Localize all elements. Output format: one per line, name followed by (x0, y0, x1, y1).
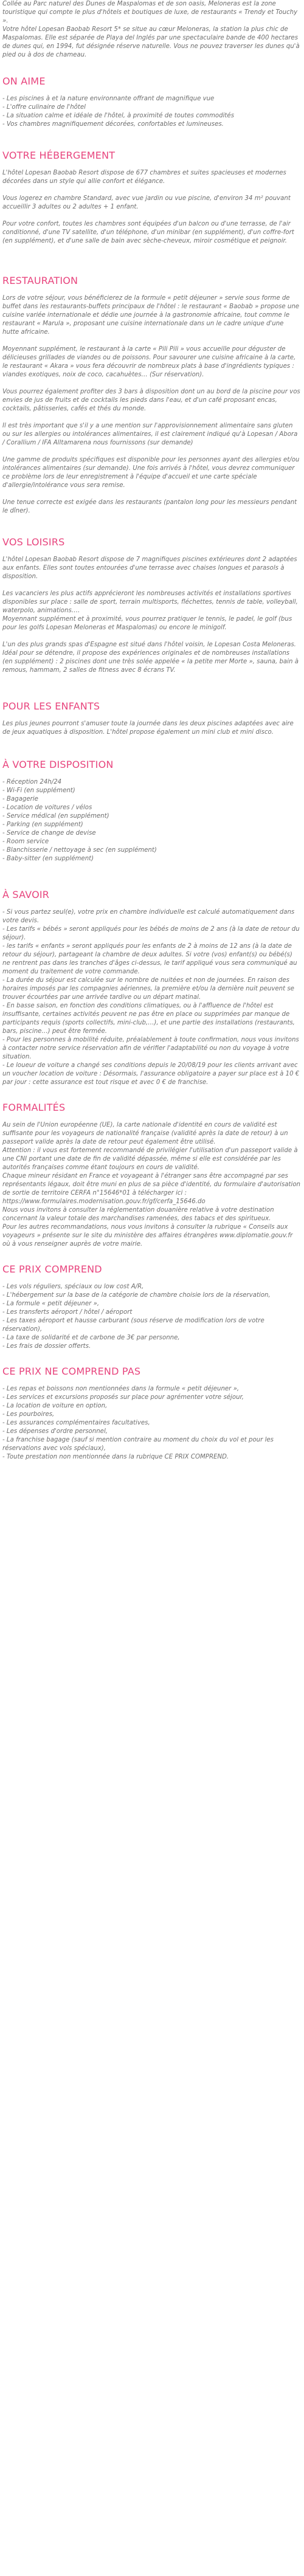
section-title: VOS LOISIRS (2, 536, 65, 548)
list-item: - Les taxes aéroport et hausse carburant (sous réserve de modification lors de votre réservation), (2, 1317, 264, 1333)
paragraph: Pour votre confort, toutes les chambres sont équipées d'un balcon ou d'une terrasse, de l'air conditionné, d'une TV satellite, d'un téléphone, d'un minibar (en supplément), d'un coffre-fort (en supplément), et d'une salle de bain avec sèche-cheveux, miroir cosmétique et peignoir. (2, 221, 294, 244)
paragraph: - Si vous partez seul(e), votre prix en chambre individuelle est calculé automatiquement dans votre devis. (2, 909, 295, 924)
intro-paragraph: Votre hôtel Lopesan Baobab Resort 5* se situe au cœur Meloneras, la station la plus chic de Maspalomas. Elle est séparée de Playa del Inglés par une spectaculaire bande de 400 hectares de dunes qui, en 1994, fut désignée réserve naturelle. Vous ne pouvez traverser les dunes qu'à pied ou à dos de chameau. (2, 26, 300, 58)
section-title: VOTRE HÉBERGEMENT (2, 150, 116, 161)
list-item: - Location de voitures / vélos (2, 804, 92, 811)
list-item: - L'hébergement sur la base de la catégorie de chambre choisie lors de la réservation, (2, 1292, 271, 1299)
paragraph: Chaque mineur résidant en France et voyageant à l'étranger sans être accompagné par ses représentants légaux, doit être muni en plus de sa pièce d'identité, du formulaire d'autorisation de sortie de territoire CERFA n°15646*01 à télécharger ici : (2, 1173, 301, 1196)
section-formalites (2, 1102, 302, 1249)
paragraph: Attention : il vous est fortement recommandé de privilégier l'utilisation d'un passeport valide à une CNI portant une date de fin de validité dépassée, même si elle est considérée par les autorités françaises comme étant toujours en cours de validité. (2, 1147, 298, 1171)
list-item: - Les frais de dossier offerts. (2, 1343, 91, 1350)
list-item: - La franchise bagage (sauf si mention contraire au moment du choix du vol et pour les réservations avec vols spéciaux), (2, 1437, 274, 1452)
paragraph: Les plus jeunes pourront s'amuser toute la journée dans les deux piscines adaptées avec aire de jeux aquatiques à disposition. L'hôtel propose également un mini club et mini disco. (2, 720, 294, 736)
section-title: RESTAURATION (2, 275, 78, 286)
list-item: - Wi-Fi (en supplément) (2, 787, 75, 794)
list-item: - La location de voiture en option, (2, 1403, 108, 1409)
paragraph: Vous logerez en chambre Standard, avec vue jardin ou vue piscine, d'environ 34 m² pouvant accueillir 3 adultes ou 2 adultes + 1 enfant. (2, 195, 291, 210)
paragraph: Pour les autres recommandations, nous vous invitons à consulter la rubrique « Conseils aux voyageurs » présente sur le site du ministère des affaires étrangères www.diplomatie.gouv.fr où à vous renseigner auprès de votre mairie. (2, 1224, 293, 1248)
list-item: - La situation calme et idéale de l'hôtel, à proximité de toutes commodités (2, 112, 234, 119)
section-title: POUR LES ENFANTS (2, 700, 100, 712)
paragraph: L'un des plus grands spas d'Espagne est situé dans l'hôtel voisin, le Lopesan Costa Meloneras. Idéal pour se détendre, il propose des expériences originales et de nombreuses installations (en supplément) : 2 piscines dont une très solée appelée « la petite mer Morte », sauna, bain à remous, hammam, 2 salles de fitness avec 8 écrans TV. (2, 641, 299, 674)
section-loisirs (2, 536, 302, 675)
paragraph: Vous pourrez également profiter des 3 bars à disposition dont un au bord de la piscine pour vos envies de jus de fruits et de cocktails les pieds dans l'eau, et d'un café proposant encas, cocktails, pâtisseries, cafés et thés du monde. (2, 388, 300, 412)
list-item: - Service de change de devise (2, 830, 96, 837)
list-item: - Blanchisserie / nettoyage à sec (en supplément) (2, 847, 157, 854)
section-title: CE PRIX NE COMPREND PAS (2, 1366, 141, 1377)
section-title: FORMALITÉS (2, 1102, 66, 1113)
paragraph: - La durée du séjour est calculée sur le nombre de nuitées et non de journées. En raison des horaires imposés par les compagnies aériennes, la première et/ou la dernière nuit peuvent se trouver écourtées par une arrivée tardive ou un départ matinal. (2, 977, 294, 1001)
paragraph: - En basse saison, en fonction des conditions climatiques, ou à l'affluence de l'hôtel est insuffisante, certaines activités peuvent ne pas être en place ou supprimées par manque de participants requis (sports collectifs, mini-club,…), et une partie des installations (restaurants, bars, piscine…) peut être fermée. (2, 1003, 295, 1035)
paragraph: Une tenue correcte est exigée dans les restaurants (pantalon long pour les messieurs pendant le dîner). (2, 499, 297, 514)
paragraph: - Pour les personnes à mobilité réduite, préalablement à toute confirmation, nous vous invitons à contacter notre service réservation afin de vérifier l'adaptabilité ou non du voyage à votre situation. (2, 1037, 299, 1060)
section-prix-comprend (2, 1263, 302, 1351)
list-item: - Réception 24h/24 (2, 779, 62, 786)
paragraph: Nous vous invitons à consulter la réglementation douanière relative à votre destination concernant la valeur totale des marchandises ramenées, des tabacs et des spiritueux. (2, 1207, 274, 1222)
paragraph: Il est très important que s'il y a une mention sur l'approvisionnement alimentaire sans gluten ou sur les allergies ou intolérances alimentaires, il est clairement indiqué qu'à Lopesan / Abora / Corallium / IFA Alltamarena nous fournissons (sur demande) (2, 423, 298, 446)
list-item: - La formule « petit déjeuner », (2, 1300, 100, 1307)
list-item: - Les vols réguliers, spéciaux ou low cost A/R, (2, 1283, 144, 1290)
list-item: - Room service (2, 838, 49, 845)
paragraph: L'hôtel Lopesan Baobab Resort dispose de 7 magnifiques piscines extérieures dont 2 adaptées aux enfants. Elles sont toutes entourées d'une terrasse avec chaises longues et parasols à disposition. (2, 556, 297, 580)
list (2, 95, 302, 129)
link-paragraph[interactable]: https://www.formulaires.modernisation.gouv.fr/gf/cerfa_15646.do (2, 1198, 206, 1205)
list-item: - L'offre culinaire de l'hôtel (2, 104, 86, 111)
section-a-savoir (2, 889, 302, 1087)
section-enfants (2, 700, 302, 737)
list-item: - Toute prestation non mentionnée dans la rubrique CE PRIX COMPREND. (2, 1454, 229, 1460)
list (2, 1283, 302, 1351)
list-item: - Les transferts aéroport / hôtel / aéroport (2, 1309, 133, 1316)
paragraph: - les tarifs « enfants » seront appliqués pour les enfants de 2 à moins de 12 ans (à la date de retour du séjour), partageant la chambre de deux adultes. Si votre (vos) enfant(s) ou bébé(s) ne rentrent pas dans les tranches d'âges ci-dessus, le tarif appliqué vous sera communiqué au moment du traitement de votre commande. (2, 943, 297, 975)
paragraph: Au sein de l'Union européenne (UE), la carte nationale d'identité en cours de validité est suffisante pour les voyageurs de nationalité française (validité après la date de retour) à un passeport valide après la date de retour peut également être utilisé. (2, 1122, 288, 1145)
section-title: À VOTRE DISPOSITION (2, 759, 114, 770)
section-disposition (2, 759, 302, 863)
section-restauration (2, 275, 302, 516)
paragraph: Les vacanciers les plus actifs apprécieront les nombreuses activités et installations sportives disponibles sur place : salle de sport, terrain multisports, fléchettes, tennis de table, volleyball, waterpolo, animations…. (2, 590, 298, 614)
section-title: ON AIME (2, 75, 46, 87)
paragraph: Moyennant supplément, le restaurant à la carte « Pili Pili » vous accueille pour déguster de délicieuses grillades de viandes ou de poissons. Pour savourer une cuisine africaine à la carte, le restaurant « Akara » vous fera découvrir de nombreux plats à base d'ingrédients typiques : viandes exotiques, noix de coco, cacahuètes… (Sur réservation). (2, 346, 296, 378)
list-item: - Les assurances complémentaires facultatives, (2, 1420, 150, 1426)
section-on-aime (2, 75, 302, 129)
intro (2, 0, 302, 60)
list-item: - La taxe de solidarité et de carbone de 3€ par personne, (2, 1335, 180, 1341)
list-item: - Parking (en supplément) (2, 821, 83, 828)
list-item: - Les pourboires, (2, 1411, 55, 1418)
list (2, 778, 302, 863)
paragraph: L'hôtel Lopesan Baobab Resort dispose de 677 chambres et suites spacieuses et modernes décorées dans un style qui allie confort et élégance. (2, 170, 286, 185)
list-item: - Baby-sitter (en supplément) (2, 855, 94, 862)
list (2, 1385, 302, 1462)
section-hebergement (2, 150, 302, 246)
list-item: - Les repas et boissons non mentionnées dans la formule « petit déjeuner », (2, 1386, 240, 1392)
list-item: - Les dépenses d'ordre personnel, (2, 1428, 108, 1435)
paragraph: Moyennant supplément et à proximité, vous pourrez pratiquer le tennis, le padel, le golf (bus pour les golfs Lopesan Meloneras et Maspalomas) ou encore le minigolf. (2, 616, 292, 631)
section-title: CE PRIX COMPREND (2, 1263, 102, 1275)
list-item: - Les piscines à et la nature environnante offrant de magnifique vue (2, 95, 215, 102)
paragraph: Une gamme de produits spécifiques est disponible pour les personnes ayant des allergies et/ou intolérances alimentaires (sur demande). Une fois arrivés à l'hôtel, vous devrez communiquer ce problème lors de leur enregistrement à l'équipe d'accueil et une carte spéciale d'allergie/intolérance vous sera remise. (2, 457, 300, 489)
paragraph: Lors de votre séjour, vous bénéficierez de la formule « petit déjeuner » servie sous forme de buffet dans les restaurants-buffets principaux de l'hôtel : le restaurant « Baobab » propose une cuisine variée internationale et dédie une journée à la gastronomie africaine, tout comme le restaurant « Marula », proposant une cuisine internationale dans un le cadre unique d'une hutte africaine. (2, 295, 300, 336)
paragraph: - Les tarifs « bébés » seront appliqués pour les bébés de moins de 2 ans (à la date de retour du séjour). (2, 926, 300, 941)
list-item: - Bagagerie (2, 796, 38, 803)
list-item: - Les services et excursions proposés sur place pour agrémenter votre séjour, (2, 1394, 244, 1401)
list-item: - Vos chambres magnifiquement décorées, confortables et lumineuses. (2, 121, 224, 128)
paragraph: - Le loueur de voiture a changé ses conditions depuis le 20/08/19 pour les clients arrivant avec un voucher location de voiture : Désormais, l'assurance obligatoire a payer sur place est à 10 € par jour : cette assurance est tout risque et avec 0 € de franchise. (2, 1062, 300, 1086)
intro-paragraph: Collée au Parc naturel des Dunes de Maspalomas et de son oasis, Meloneras est la zone touristique qui compte le plus d'hôtels et boutiques de luxe, de restaurants « Trendy et Touchy ». (2, 1, 298, 24)
section-title: À SAVOIR (2, 889, 50, 900)
list-item: - Service médical (en supplément) (2, 813, 109, 820)
section-prix-ne-comprend-pas (2, 1366, 302, 1462)
